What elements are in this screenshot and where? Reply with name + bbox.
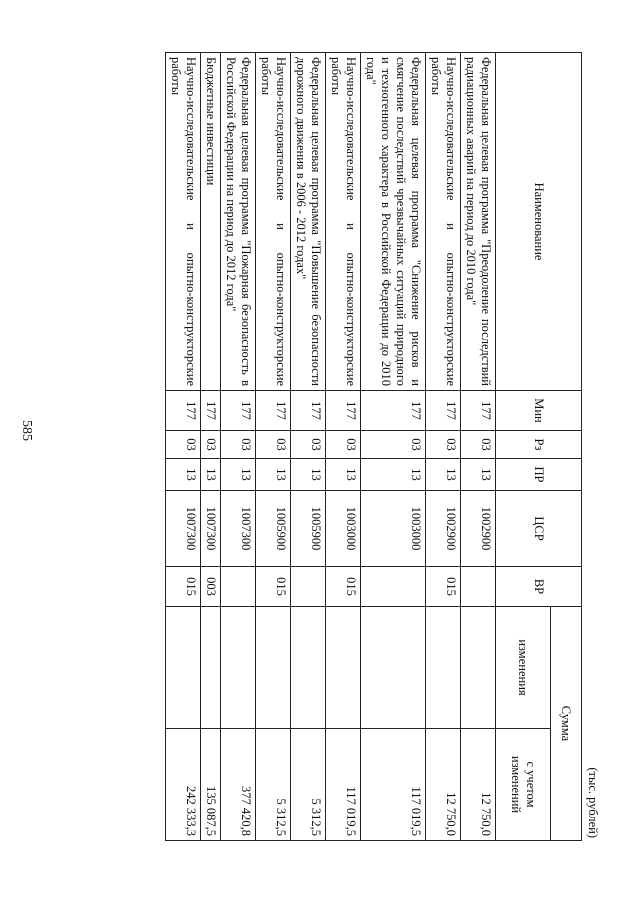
row-pr: 13 bbox=[201, 459, 221, 491]
row-total: 242 333,3 bbox=[166, 729, 201, 841]
row-vr bbox=[291, 567, 326, 607]
row-total: 117 019,5 bbox=[326, 729, 361, 841]
row-vr: 015 bbox=[256, 567, 291, 607]
table-row bbox=[426, 53, 461, 841]
row-csr: 1007300 bbox=[221, 491, 256, 567]
header-pr: ПР bbox=[496, 459, 582, 491]
page-number: 585 bbox=[19, 420, 34, 441]
row-pr: 13 bbox=[326, 459, 361, 491]
row-csr: 1005900 bbox=[291, 491, 326, 567]
row-name: Федеральная целевая программа "Снижение рисков и смягчение последствий чрезвычайных ситуаций природного и техногенного характера в Российской Федерации до 2010 года" bbox=[361, 53, 426, 391]
header-changes: изменения bbox=[496, 607, 551, 729]
row-rz: 03 bbox=[221, 431, 256, 459]
row-name: Федеральная целевая программа "Преодоление последствий радиационных аварий на период до 2010 года" bbox=[461, 53, 496, 391]
row-changes bbox=[326, 607, 361, 729]
row-vr bbox=[221, 567, 256, 607]
budget-table bbox=[165, 52, 582, 841]
row-min: 177 bbox=[426, 391, 461, 431]
row-csr: 1002900 bbox=[426, 491, 461, 567]
row-changes bbox=[361, 607, 426, 729]
row-changes bbox=[461, 607, 496, 729]
row-total: 117 019,5 bbox=[361, 729, 426, 841]
row-name: Научно-исследовательские и опытно-конструкторские работы bbox=[166, 53, 201, 391]
row-pr: 13 bbox=[461, 459, 496, 491]
row-total: 5 312,5 bbox=[256, 729, 291, 841]
row-csr: 1007300 bbox=[166, 491, 201, 567]
row-vr: 003 bbox=[201, 567, 221, 607]
row-pr: 13 bbox=[221, 459, 256, 491]
units-label: (тыс. рублей) bbox=[586, 767, 600, 838]
table-row bbox=[166, 53, 201, 841]
row-vr: 015 bbox=[326, 567, 361, 607]
row-name: Бюджетные инвестиции bbox=[201, 53, 221, 391]
row-name: Научно-исследовательские и опытно-конструкторские работы bbox=[256, 53, 291, 391]
row-min: 177 bbox=[201, 391, 221, 431]
header-min: Мин bbox=[496, 391, 582, 431]
row-name: Научно-исследовательские и опытно-конструкторские работы bbox=[426, 53, 461, 391]
header-sum: Сумма bbox=[551, 607, 582, 841]
row-rz: 03 bbox=[426, 431, 461, 459]
row-vr bbox=[461, 567, 496, 607]
row-vr bbox=[361, 567, 426, 607]
header-csr: ЦСР bbox=[496, 491, 582, 567]
row-min: 177 bbox=[361, 391, 426, 431]
row-pr: 13 bbox=[166, 459, 201, 491]
table-row bbox=[256, 53, 291, 841]
row-csr: 1003000 bbox=[326, 491, 361, 567]
row-changes bbox=[201, 607, 221, 729]
row-csr: 1002900 bbox=[461, 491, 496, 567]
row-changes bbox=[291, 607, 326, 729]
row-total: 377 420,8 bbox=[221, 729, 256, 841]
table-row bbox=[461, 53, 496, 841]
row-pr: 13 bbox=[256, 459, 291, 491]
row-vr: 015 bbox=[166, 567, 201, 607]
row-total: 12 750,0 bbox=[426, 729, 461, 841]
row-pr: 13 bbox=[291, 459, 326, 491]
budget-sheet bbox=[100, 52, 600, 840]
row-pr: 13 bbox=[361, 459, 426, 491]
row-rz: 03 bbox=[256, 431, 291, 459]
table-row bbox=[361, 53, 426, 841]
row-name: Научно-исследовательские и опытно-конструкторские работы bbox=[326, 53, 361, 391]
row-rz: 03 bbox=[326, 431, 361, 459]
row-vr: 015 bbox=[426, 567, 461, 607]
row-changes bbox=[426, 607, 461, 729]
row-csr: 1007300 bbox=[201, 491, 221, 567]
row-min: 177 bbox=[166, 391, 201, 431]
row-csr: 1005900 bbox=[256, 491, 291, 567]
row-changes bbox=[256, 607, 291, 729]
header-name: Наименование bbox=[496, 53, 582, 391]
table-row bbox=[291, 53, 326, 841]
row-total: 5 312,5 bbox=[291, 729, 326, 841]
row-name: Федеральная целевая программа "Пожарная безопасность в Российской Федерации на период до 2012 года" bbox=[221, 53, 256, 391]
row-min: 177 bbox=[256, 391, 291, 431]
row-rz: 03 bbox=[361, 431, 426, 459]
row-rz: 03 bbox=[166, 431, 201, 459]
row-min: 177 bbox=[221, 391, 256, 431]
header-with-changes: с учетом изменений bbox=[496, 729, 551, 841]
row-changes bbox=[221, 607, 256, 729]
row-total: 12 750,0 bbox=[461, 729, 496, 841]
row-min: 177 bbox=[291, 391, 326, 431]
header-rz: Рз bbox=[496, 431, 582, 459]
row-min: 177 bbox=[461, 391, 496, 431]
table-row bbox=[326, 53, 361, 841]
row-min: 177 bbox=[326, 391, 361, 431]
table-row bbox=[201, 53, 221, 841]
row-total: 135 087,5 bbox=[201, 729, 221, 841]
row-csr: 1003000 bbox=[361, 491, 426, 567]
row-pr: 13 bbox=[426, 459, 461, 491]
header-vr: ВР bbox=[496, 567, 582, 607]
row-name: Федеральная целевая программа "Повышение безопасности дорожного движения в 2006 - 2012 годах" bbox=[291, 53, 326, 391]
table-row bbox=[221, 53, 256, 841]
row-rz: 03 bbox=[201, 431, 221, 459]
row-rz: 03 bbox=[291, 431, 326, 459]
row-changes bbox=[166, 607, 201, 729]
row-rz: 03 bbox=[461, 431, 496, 459]
